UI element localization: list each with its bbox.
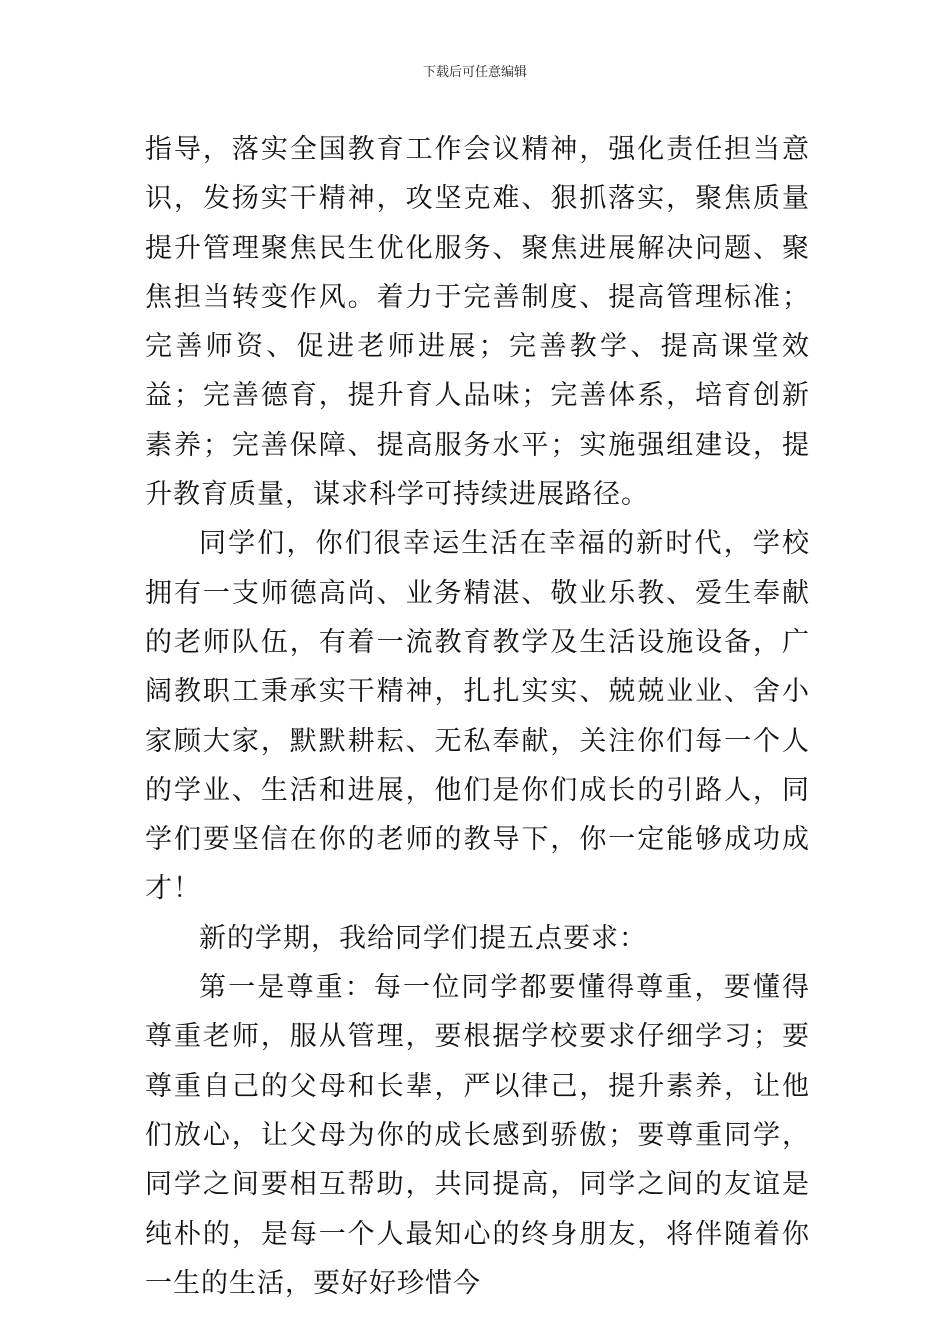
paragraph-1: 指导，落实全国教育工作会议精神，强化责任担当意识，发扬实干精神，攻坚克难、狠抓落实，聚焦质量提升管理聚焦民生优化服务、聚焦进展解决问题、聚焦担当转变作风。着力于完善制度、提高管理标准；完善师资、促进老师进展；完善教学、提高课堂效益；完善德育，提升育人品味；完善体系，培育创新素养；完善保障、提高服务水平；实施强组建设，提升教育质量，谋求科学可持续进展路径。: [145, 134, 810, 511]
page-header: 下载后可任意编辑: [422, 65, 527, 80]
paragraph-4: 第一是尊重：每一位同学都要懂得尊重，要懂得尊重老师，服从管理，要根据学校要求仔细学习；要尊重自己的父母和长辈，严以律己，提升素养，让他们放心，让父母为你的成长感到骄傲；要尊重同学，同学之间要相互帮助，共同提高，同学之间的友谊是纯朴的，是每一个人最知心的终身朋友，将伴随着你一生的生活，要好好珍惜今: [145, 972, 810, 1299]
document-body: [145, 125, 810, 1308]
paragraph-2: 同学们，你们很幸运生活在幸福的新时代，学校拥有一支师德高尚、业务精湛、敬业乐教、爱生奉献的老师队伍，有着一流教育教学及生活设施设备，广阔教职工秉承实干精神，扎扎实实、兢兢业业、舍小家顾大家，默默耕耘、无私奉献，关注你们每一个人的学业、生活和进展，他们是你们成长的引路人，同学们要坚信在你的老师的教导下，你一定能够成功成才！: [145, 528, 810, 905]
paragraph-3: 新的学期，我给同学们提五点要求：: [199, 922, 647, 954]
